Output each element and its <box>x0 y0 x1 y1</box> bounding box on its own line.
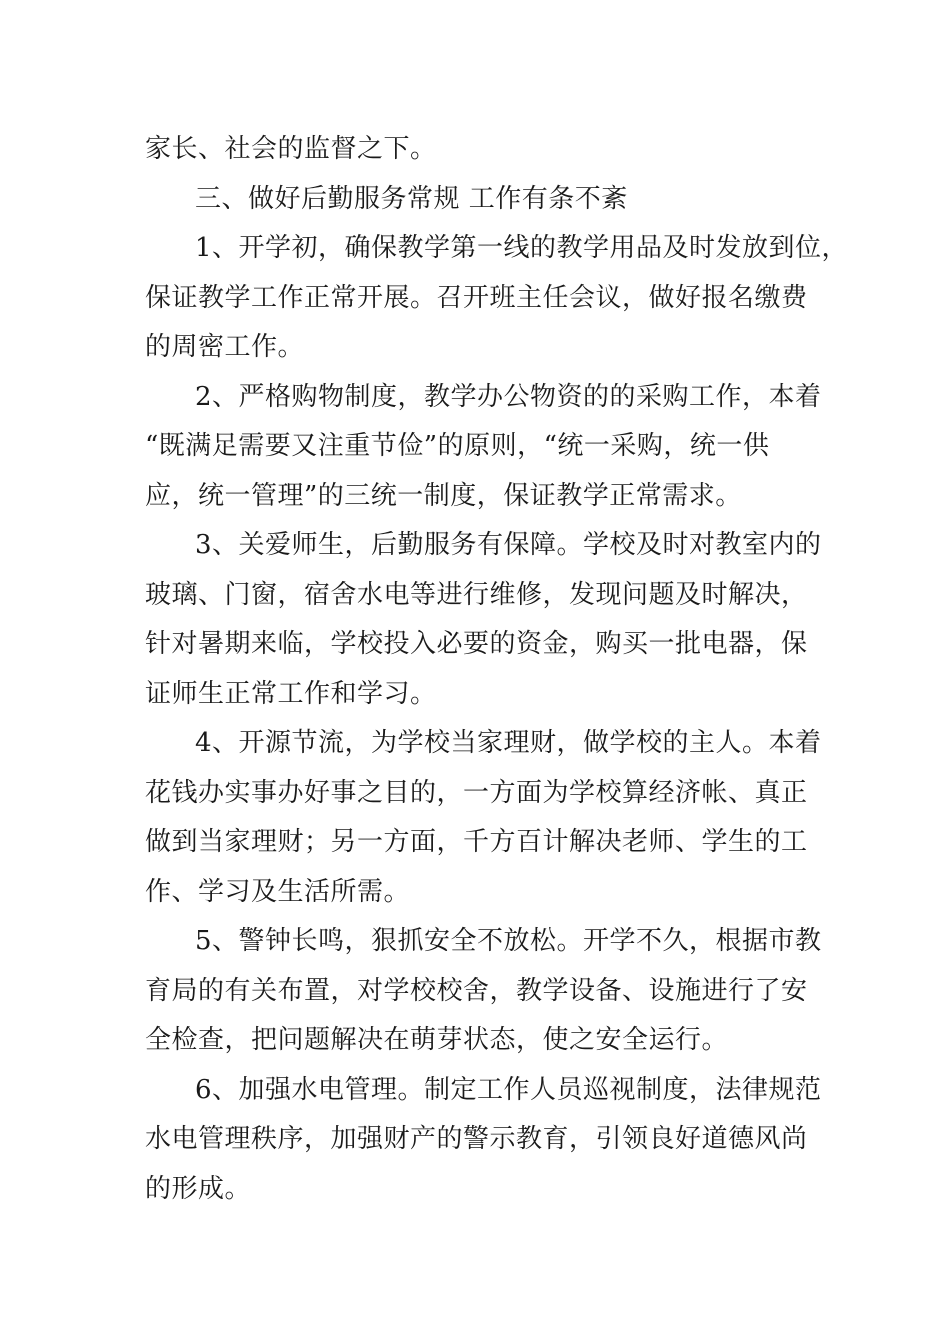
text-line: “既满足需要又注重节俭”的原则，“统一采购，统一供 <box>145 431 770 461</box>
text-line: 证师生正常工作和学习。 <box>145 678 437 709</box>
text-line: 花钱办实事办好事之目的，一方面为学校算经济帐、真正 <box>145 777 808 808</box>
text-line: 的形成。 <box>145 1173 252 1204</box>
text-line: 5、警钟长鸣，狠抓安全不放松。开学不久，根据市教 <box>195 926 822 956</box>
text-line: 保证教学工作正常开展。召开班主任会议，做好报名缴费 <box>145 282 808 313</box>
text-line: 4、开源节流，为学校当家理财，做学校的主人。本着 <box>195 728 822 758</box>
text-line: 家长、社会的监督之下。 <box>145 134 437 164</box>
text-line: 水电管理秩序，加强财产的警示教育，引领良好道德风尚 <box>145 1124 808 1154</box>
body-text <box>145 125 849 1214</box>
text-line: 针对暑期来临，学校投入必要的资金，购买一批电器，保 <box>145 629 808 659</box>
text-line: 2、严格购物制度，教学办公物资的的采购工作，本着 <box>195 381 822 412</box>
text-line: 玻璃、门窗，宿舍水电等进行维修，发现问题及时解决， <box>145 579 808 610</box>
text-line: 应，统一管理”的三统一制度，保证教学正常需求。 <box>145 480 742 511</box>
text-line: 的周密工作。 <box>145 332 305 362</box>
text-line: 全检查，把问题解决在萌芽状态，使之安全运行。 <box>145 1025 729 1055</box>
text-line: 做到当家理财；另一方面，千方百计解决老师、学生的工 <box>145 827 808 857</box>
section-heading: 三、做好后勤服务常规 工作有条不紊 <box>195 183 628 214</box>
text-line: 6、加强水电管理。制定工作人员巡视制度，法律规范 <box>195 1074 822 1105</box>
text-line: 1、开学初，确保教学第一线的教学用品及时发放到位， <box>195 233 849 263</box>
text-line: 作、学习及生活所需。 <box>145 876 411 907</box>
text-line: 育局的有关布置，对学校校舍，教学设备、设施进行了安 <box>145 975 808 1006</box>
text-line: 3、关爱师生，后勤服务有保障。学校及时对教室内的 <box>195 530 822 560</box>
